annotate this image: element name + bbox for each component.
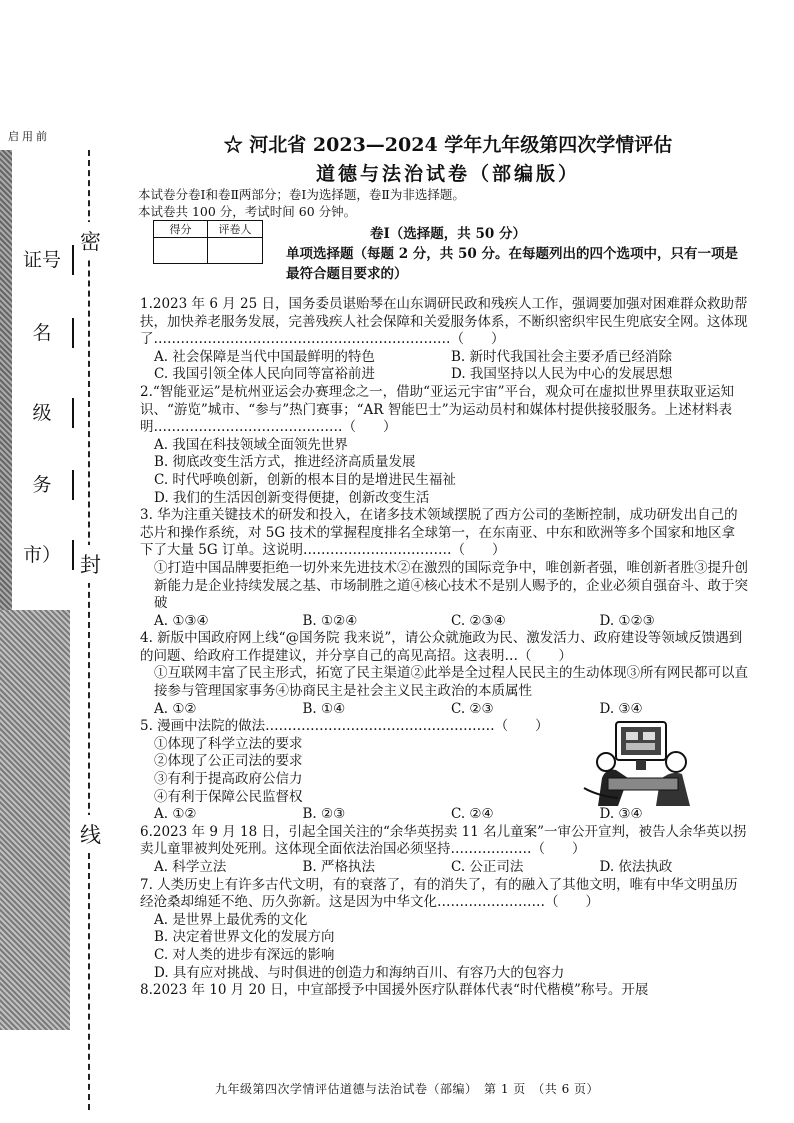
section-title: 卷Ⅰ（选择题，共 50 分）: [369, 226, 526, 242]
court-cartoon-image: [578, 718, 708, 806]
q1-option-c[interactable]: C. 我国引领全体人民向同等富裕前进: [154, 366, 375, 383]
q5-option-a[interactable]: A. ①②: [154, 806, 197, 823]
seal-mi: 密: [80, 222, 101, 260]
question-list: [140, 296, 748, 1000]
seal-feng: 封: [80, 545, 101, 583]
q3-option-a[interactable]: A. ①③④: [154, 612, 209, 629]
q4-option-a[interactable]: A. ①②: [154, 700, 197, 717]
section-instruction: 单项选择题（每题 2 分，共 50 分。在每题列出的四个选项中，只有一项是最符合题目要求的）: [286, 246, 738, 282]
q3-stem: 3. 华为注重关键技术的研发和投入，在诸多技术领域摆脱了西方公司的垄断控制，成功研发出自己的芯片和操作系统，对 5G 技术的掌握程度排名全球第一，在东南亚、中东和欧洲等多个国家和地区拿下了大量 5G 订单。这说明……………………………（ ）: [140, 507, 738, 559]
seal-xian: 线: [80, 815, 101, 853]
q7-option-a[interactable]: A. 是世界上最优秀的文化: [154, 911, 308, 928]
q5-statement-2: ②体现了公正司法的要求: [154, 753, 303, 770]
q5-option-d[interactable]: D. ③④: [599, 806, 643, 823]
q4-statements: ①互联网丰富了民主形式，拓宽了民主渠道②此举是全过程人民民主的生动体现③所有网民都可以直接参与管理国家事务④协商民主是社会主义民主政治的本质属性: [154, 665, 748, 700]
q1-options: [140, 349, 748, 384]
binding-field-class: 级: [12, 398, 74, 428]
q1-option-a[interactable]: A. 社会保障是当代中国最鲜明的特色: [154, 348, 375, 365]
binding-field-school: 务: [12, 470, 74, 500]
q7-option-b[interactable]: B. 决定着世界文化的发展方向: [154, 929, 335, 946]
q2-option-c[interactable]: C. 时代呼唤创新，创新的根本目的是增进民生福祉: [154, 471, 456, 488]
q3-options: [140, 613, 748, 631]
q1-option-d[interactable]: D. 我国坚持以人民为中心的发展思想: [451, 366, 673, 383]
binding-dashed-line: [88, 150, 90, 1110]
q3-option-c[interactable]: C. ②③④: [451, 612, 506, 629]
grader-cell: [208, 238, 262, 263]
q6-option-d[interactable]: D. 依法执政: [599, 859, 673, 875]
q6-option-c[interactable]: C. 公正司法: [451, 859, 524, 875]
q1-option-b[interactable]: B. 新时代我国社会主要矛盾已经消除: [451, 348, 673, 365]
exam-subtitle: 道德与法治试卷（部编版）: [315, 163, 580, 185]
q6-option-a[interactable]: A. 科学立法: [154, 859, 227, 875]
q3-option-d[interactable]: D. ①②③: [599, 612, 655, 629]
q3-option-b[interactable]: B. ①②④: [302, 612, 358, 629]
q4-options: [140, 701, 748, 719]
q5-statement-3: ③有利于提高政府公信力: [154, 771, 303, 788]
q6-stem: 6.2023 年 9 月 18 日，引起全国关注的“余华英拐卖 11 名儿童案”一审公开宣判，被告人余华英以拐卖儿童罪被判处死刑。这体现全面依法治国必须坚持………………（ ）: [140, 823, 747, 858]
q8-stem: 8.2023 年 10 月 20 日，中宣部授予中国援外医疗队群体代表“时代楷模”称号。开展: [140, 982, 649, 999]
q6-options: [140, 859, 748, 877]
q4-option-d[interactable]: D. ③④: [599, 700, 643, 717]
score-box: [153, 220, 263, 264]
q2-option-b[interactable]: B. 彻底改变生活方式，推进经济高质量发展: [154, 454, 416, 471]
q2-option-d[interactable]: D. 我们的生活因创新变得便捷，创新改变生活: [154, 489, 430, 506]
binding-shade-lower: [0, 610, 70, 1030]
q4-option-b[interactable]: B. ①④: [302, 700, 346, 717]
q5-statement-1: ①体现了科学立法的要求: [154, 735, 303, 752]
q7-option-d[interactable]: D. 具有应对挑战、与时俱进的创造力和海纳百川、有容乃大的包容力: [154, 964, 565, 981]
exam-intro-2: 本试卷共 100 分，考试时间 60 分钟。: [138, 204, 357, 219]
q4-stem: 4. 新版中国政府网上线“@国务院 我来说”，请公众就施政为民、激发活力、政府建设等领域反馈遇到的问题、给政府工作提建议，并分享自己的高见高招。这表明…（ ）: [140, 630, 743, 664]
score-cell: [154, 238, 208, 263]
binding-field-name: 名: [12, 318, 74, 348]
exam-page: [138, 130, 748, 1000]
q3-statements: ①打造中国品牌要拒绝一切外来先进技术②在激烈的国际竞争中，唯创新者强，唯创新者胜③提升创新能力是企业持续发展之基、市场制胜之道④核心技术不是别人赐予的，企业必须自强奋斗、敢于突破: [154, 559, 748, 612]
q5-option-b[interactable]: B. ②③: [302, 806, 346, 823]
q5-options: [140, 806, 748, 824]
exam-intro-1: 本试卷分卷Ⅰ和卷Ⅱ两部分；卷Ⅰ为选择题，卷Ⅱ为非选择题。: [138, 187, 465, 202]
binding-field-city: 市）: [12, 540, 74, 570]
exam-title: ☆ 河北省 2023—2024 学年九年级第四次学情评估: [223, 134, 673, 156]
q5-statement-4: ④有利于保障公民监督权: [154, 788, 303, 805]
q1-stem: 1.2023 年 6 月 25 日，国务委员谌贻琴在山东调研民政和残疾人工作，强调要加强对困难群众救助帮扶，加快养老服务发展，完善残疾人社会保障和关爱服务体系，不断织密织牢民生兜底安全网。这体现了…………………………………………………………（ ）: [140, 296, 748, 348]
q7-stem: 7. 人类历史上有许多古代文明，有的衰落了，有的消失了，有的融入了其他文明，唯有中华文明虽历经沧桑却绵延不绝、历久弥新。这是因为中华文化……………………（ ）: [140, 876, 738, 911]
binding-shade: [0, 150, 12, 630]
q5-block: [140, 718, 748, 824]
q5-stem: 5. 漫画中法院的做法……………………………………………（ ）: [140, 718, 549, 735]
binding-margin: [0, 0, 118, 1123]
q6-option-b[interactable]: B. 严格执法: [302, 859, 376, 875]
page-footer: 九年级第四次学情评估道德与法治试卷（部编） 第 1 页 （共 6 页）: [215, 1082, 600, 1096]
grader-label: 评卷人: [208, 221, 262, 238]
q2-option-a[interactable]: A. 我国在科技领域全面领先世界: [154, 436, 348, 453]
q7-option-c[interactable]: C. 对人类的进步有深远的影响: [154, 946, 335, 963]
binding-field-id: 证号: [12, 245, 74, 275]
binding-header: 启用前: [8, 130, 50, 143]
q5-option-c[interactable]: C. ②④: [451, 806, 494, 823]
score-label: 得分: [154, 221, 208, 238]
q4-option-c[interactable]: C. ②③: [451, 700, 494, 717]
q2-stem: 2.“智能亚运”是杭州亚运会办赛理念之一，借助“亚运元宇宙”平台，观众可在虚拟世界里获取亚运知识、“游览”城市、“参与”热门赛事；“AR 智能巴士”为运动员村和媒体村提供接驳服务。上述材料表明……………………………………（ ）: [140, 383, 734, 436]
